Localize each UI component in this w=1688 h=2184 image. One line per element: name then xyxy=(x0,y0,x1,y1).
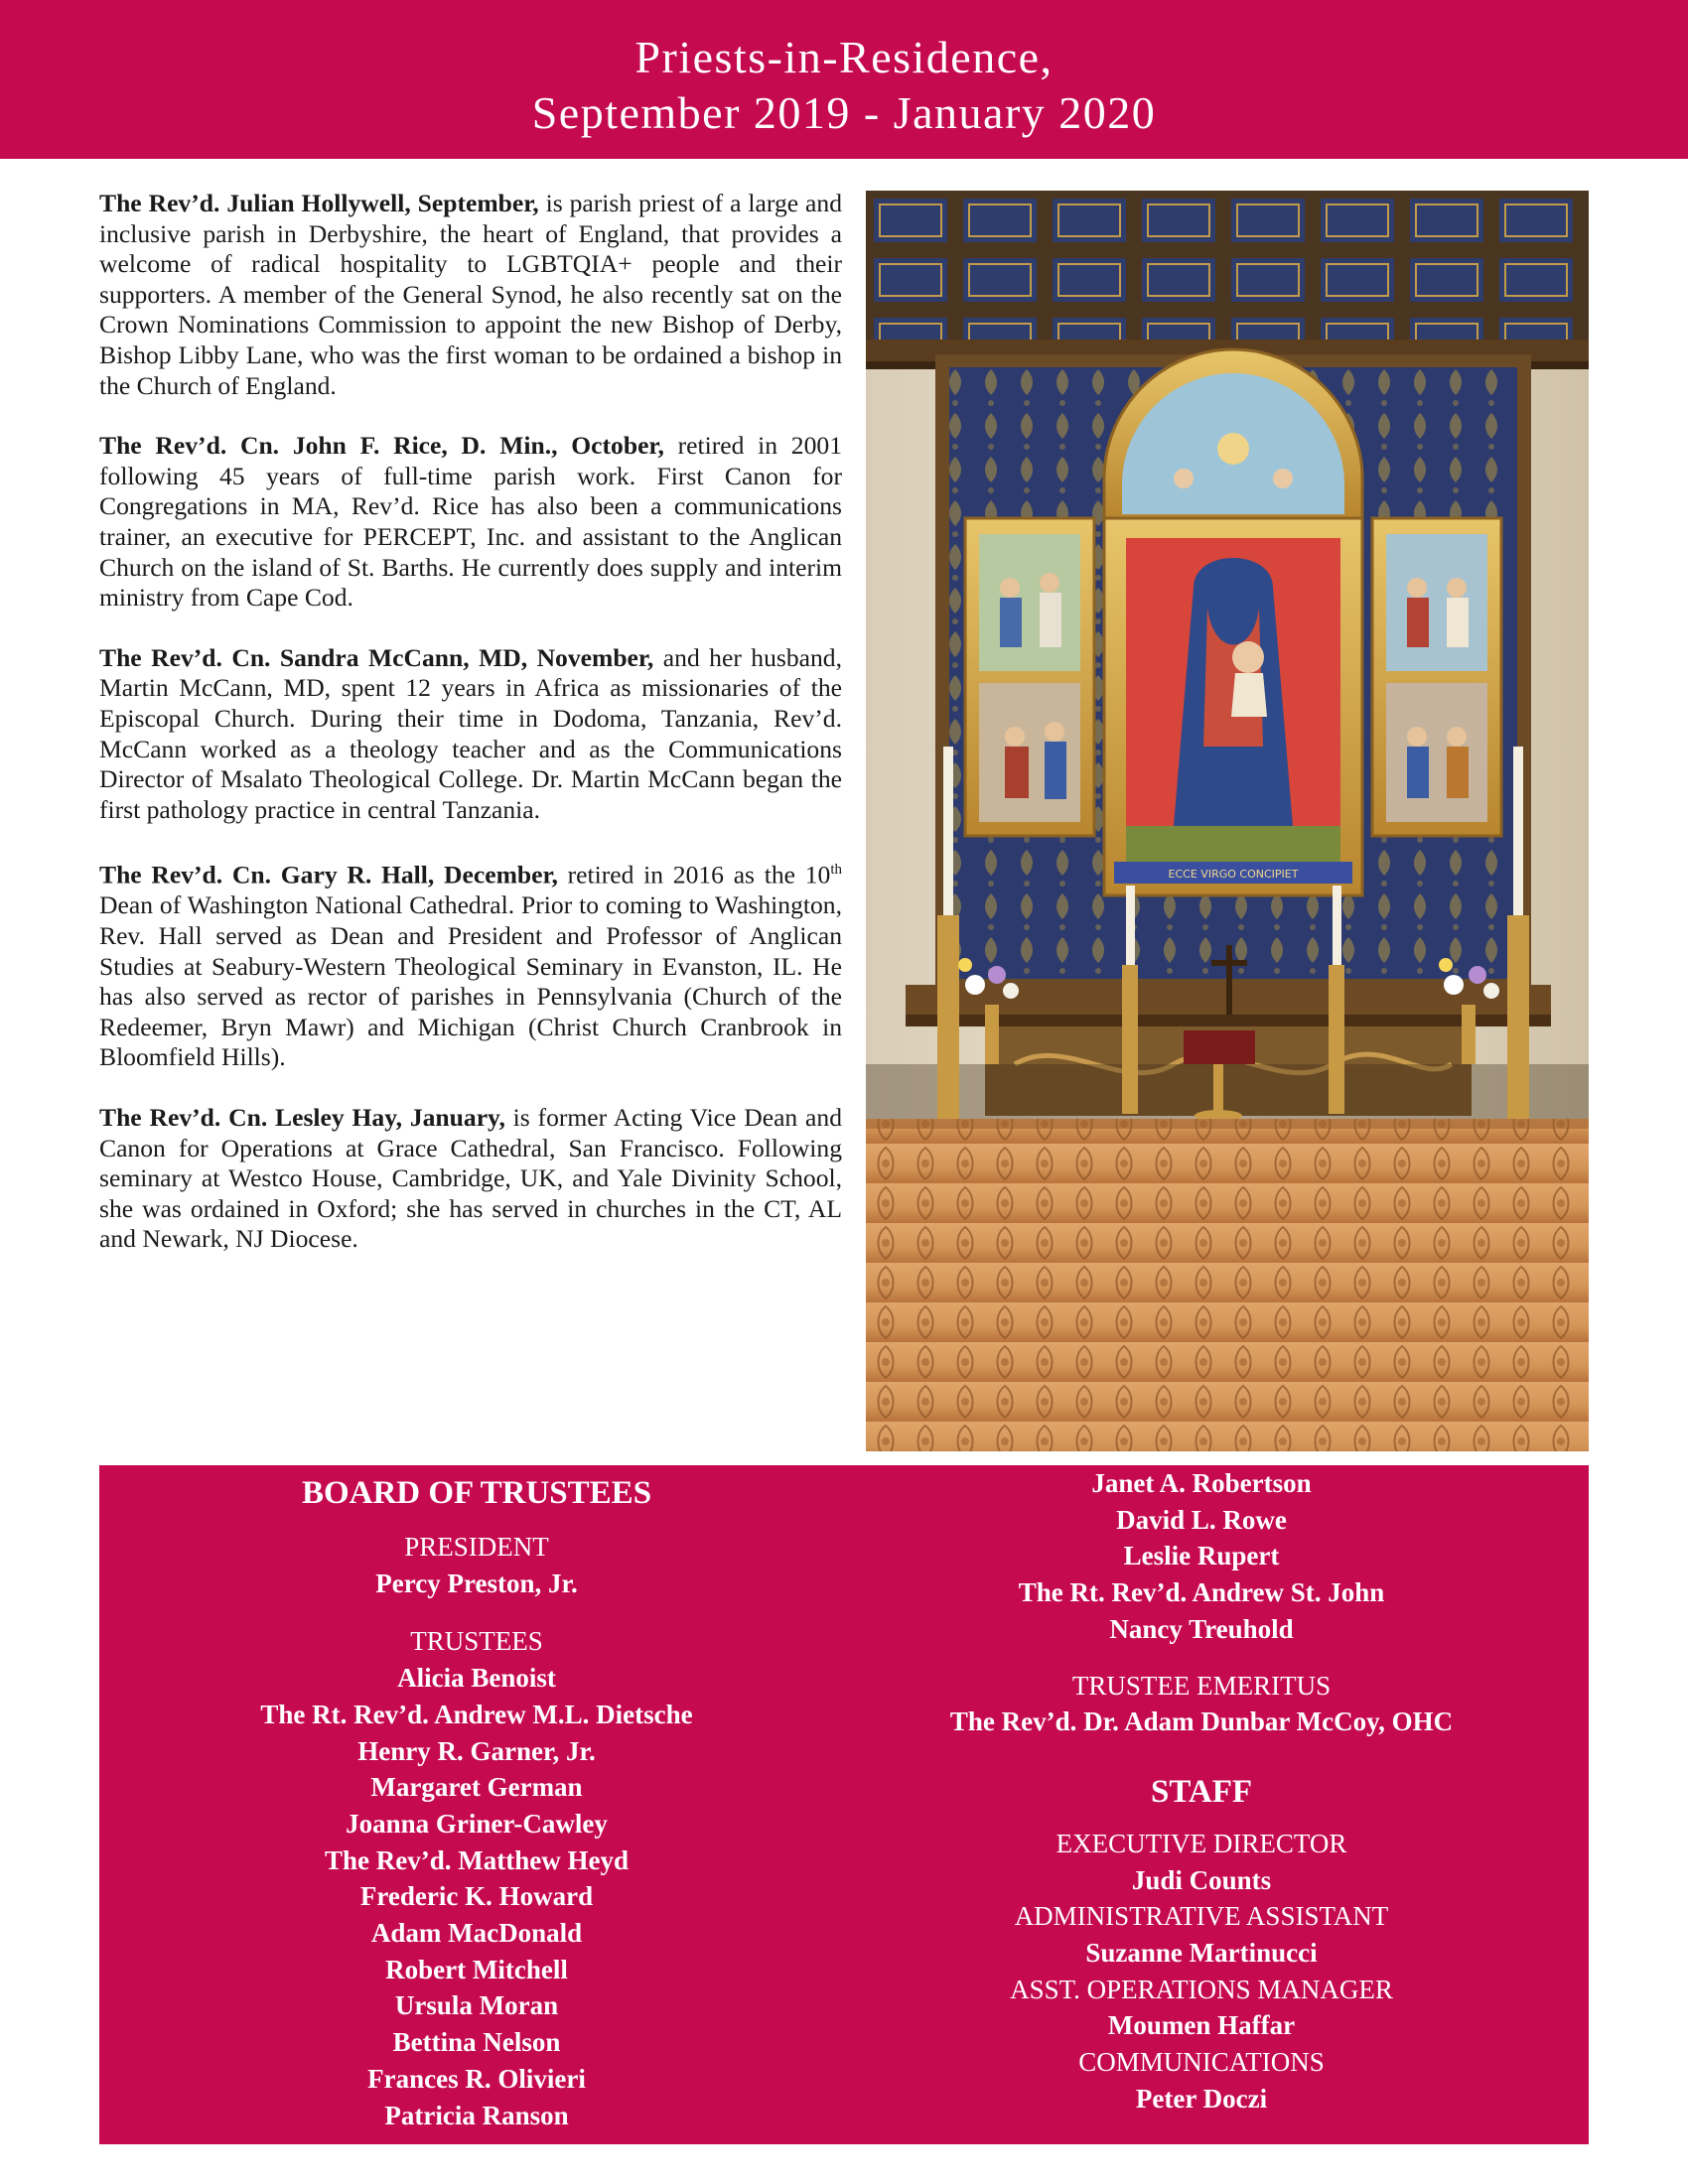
bio-hay xyxy=(99,1103,842,1255)
staff-name: Suzanne Martinucci xyxy=(1085,1938,1318,1969)
bio-text: retired in 2001 following 45 years of full-time parish work. First Canon for Congregations in MA, Rev’d. Rice has also been a communications trainer, an executive for PERCEPT, Inc. and assistant to the Anglican Church on the island of St. Barths. He currently does supply and interim ministry from Cape Cod. xyxy=(99,431,842,613)
bio-hollywell xyxy=(99,189,842,401)
trustee-name: Frederic K. Howard xyxy=(359,1881,594,1912)
bio-text: and her husband, Martin McCann, MD, spent 12 years in Africa as missionaries of the Episcopal Church. During their time in Dodoma, Tanzania, Rev’d. McCann worked as a theology teacher and as the Communications Director of Msalato Theological College. Dr. Martin McCann began the first pathology practice in central Tanzania. xyxy=(99,642,842,824)
trustee-name: Robert Mitchell xyxy=(385,1954,568,1984)
trustee-name: The Rt. Rev’d. Andrew St. John xyxy=(1018,1577,1385,1608)
trustee-name: Nancy Treuhold xyxy=(1109,1613,1294,1644)
altar-photo xyxy=(866,191,1589,1451)
trustee-name: David L. Rowe xyxy=(1116,1504,1287,1535)
bio-name: The Rev’d. Cn. Sandra McCann, MD, November, xyxy=(99,642,654,672)
trustee-name: The Rev’d. Matthew Heyd xyxy=(325,1844,629,1875)
trustee-name: Frances R. Olivieri xyxy=(367,2063,586,2094)
staff-name: Moumen Haffar xyxy=(1107,2010,1296,2041)
trustee-name: Janet A. Robertson xyxy=(1091,1468,1312,1498)
staff-heading: STAFF xyxy=(1150,1773,1253,1810)
bio-name: The Rev’d. Julian Hollywell, September, xyxy=(99,189,539,217)
emeritus-label: TRUSTEE EMERITUS xyxy=(1071,1670,1332,1701)
bio-text: is former Acting Vice Dean and Canon for Operations at Grace Cathedral, San Francisco. Following seminary at Westco House, Cambridge, UK, and Yale Divinity School, she was ordained in Oxford; she has served in churches in the CT, AL and Newark, NJ Diocese. xyxy=(99,1102,842,1254)
board-heading: BOARD OF TRUSTEES xyxy=(301,1475,652,1511)
board-right-column xyxy=(844,1465,1559,2117)
bio-text: is parish priest of a large and inclusive parish in Derbyshire, the heart of England, that provides a welcome of radical hospitality to LGBTQIA+ people and their supporters. A member of the General Synod, he also recently sat on the Crown Nominations Commission to appoint the new Bishop of Derby, Bishop Libby Lane, who was the first woman to be ordained a bishop in the Church of England. xyxy=(99,189,842,400)
bio-mccann xyxy=(99,643,842,826)
staff-role: ADMINISTRATIVE ASSISTANT xyxy=(1014,1901,1389,1932)
trustee-name: The Rt. Rev’d. Andrew M.L. Dietsche xyxy=(260,1699,693,1729)
priest-bios xyxy=(99,189,842,1285)
page-header xyxy=(0,0,1688,159)
bio-text: Dean of Washington National Cathedral. Prior to coming to Washington, Rev. Hall served as Dean and President and Professor of Anglican Studies at Seabury-Western Theological Seminary in Evanston, IL. He has also served as rector of parishes in Pennsylvania (Church of the Redeemer, Bryn Mawr) and Michigan (Christ Church Cranbrook in Bloomfield Hills). xyxy=(99,890,842,1072)
bio-name: The Rev’d. Cn. Gary R. Hall, December, xyxy=(99,860,558,889)
trustee-name: Alicia Benoist xyxy=(397,1663,556,1694)
trustee-name: Margaret German xyxy=(370,1772,583,1803)
president-label: PRESIDENT xyxy=(404,1532,549,1562)
president-name: Percy Preston, Jr. xyxy=(375,1568,578,1598)
bio-text: retired in 2016 as the 10 xyxy=(557,860,831,889)
emeritus-name: The Rev’d. Dr. Adam Dunbar McCoy, OHC xyxy=(949,1706,1454,1737)
trustee-name: Henry R. Garner, Jr. xyxy=(357,1735,596,1766)
trustees-label: TRUSTEES xyxy=(410,1626,543,1657)
trustee-name: Adam MacDonald xyxy=(370,1918,583,1949)
bio-superscript: th xyxy=(830,862,843,879)
bio-hall xyxy=(99,855,842,1073)
staff-role: COMMUNICATIONS xyxy=(1078,2047,1325,2078)
altar-inscription: ECCE VIRGO CONCIPIET xyxy=(1168,868,1299,881)
board-left-column xyxy=(99,1465,854,2133)
bio-name: The Rev’d. Cn. John F. Rice, D. Min., October, xyxy=(99,431,664,461)
header-title-line2: September 2019 - January 2020 xyxy=(531,87,1157,138)
bio-rice xyxy=(99,431,842,614)
board-of-trustees xyxy=(99,1465,1589,2144)
staff-name: Peter Doczi xyxy=(1135,2083,1268,2114)
trustee-name: Ursula Moran xyxy=(394,1990,559,2021)
bio-name: The Rev’d. Cn. Lesley Hay, January, xyxy=(99,1102,505,1132)
header-title-line1: Priests-in-Residence, xyxy=(634,32,1054,82)
trustee-name: Joanna Griner-Cawley xyxy=(346,1808,608,1839)
staff-role: EXECUTIVE DIRECTOR xyxy=(1055,1828,1347,1858)
staff-name: Judi Counts xyxy=(1131,1864,1272,1895)
trustee-name: Patricia Ranson xyxy=(384,2100,569,2130)
trustee-name: Bettina Nelson xyxy=(392,2027,561,2058)
staff-role: ASST. OPERATIONS MANAGER xyxy=(1010,1974,1393,2004)
trustee-name: Leslie Rupert xyxy=(1123,1541,1280,1571)
